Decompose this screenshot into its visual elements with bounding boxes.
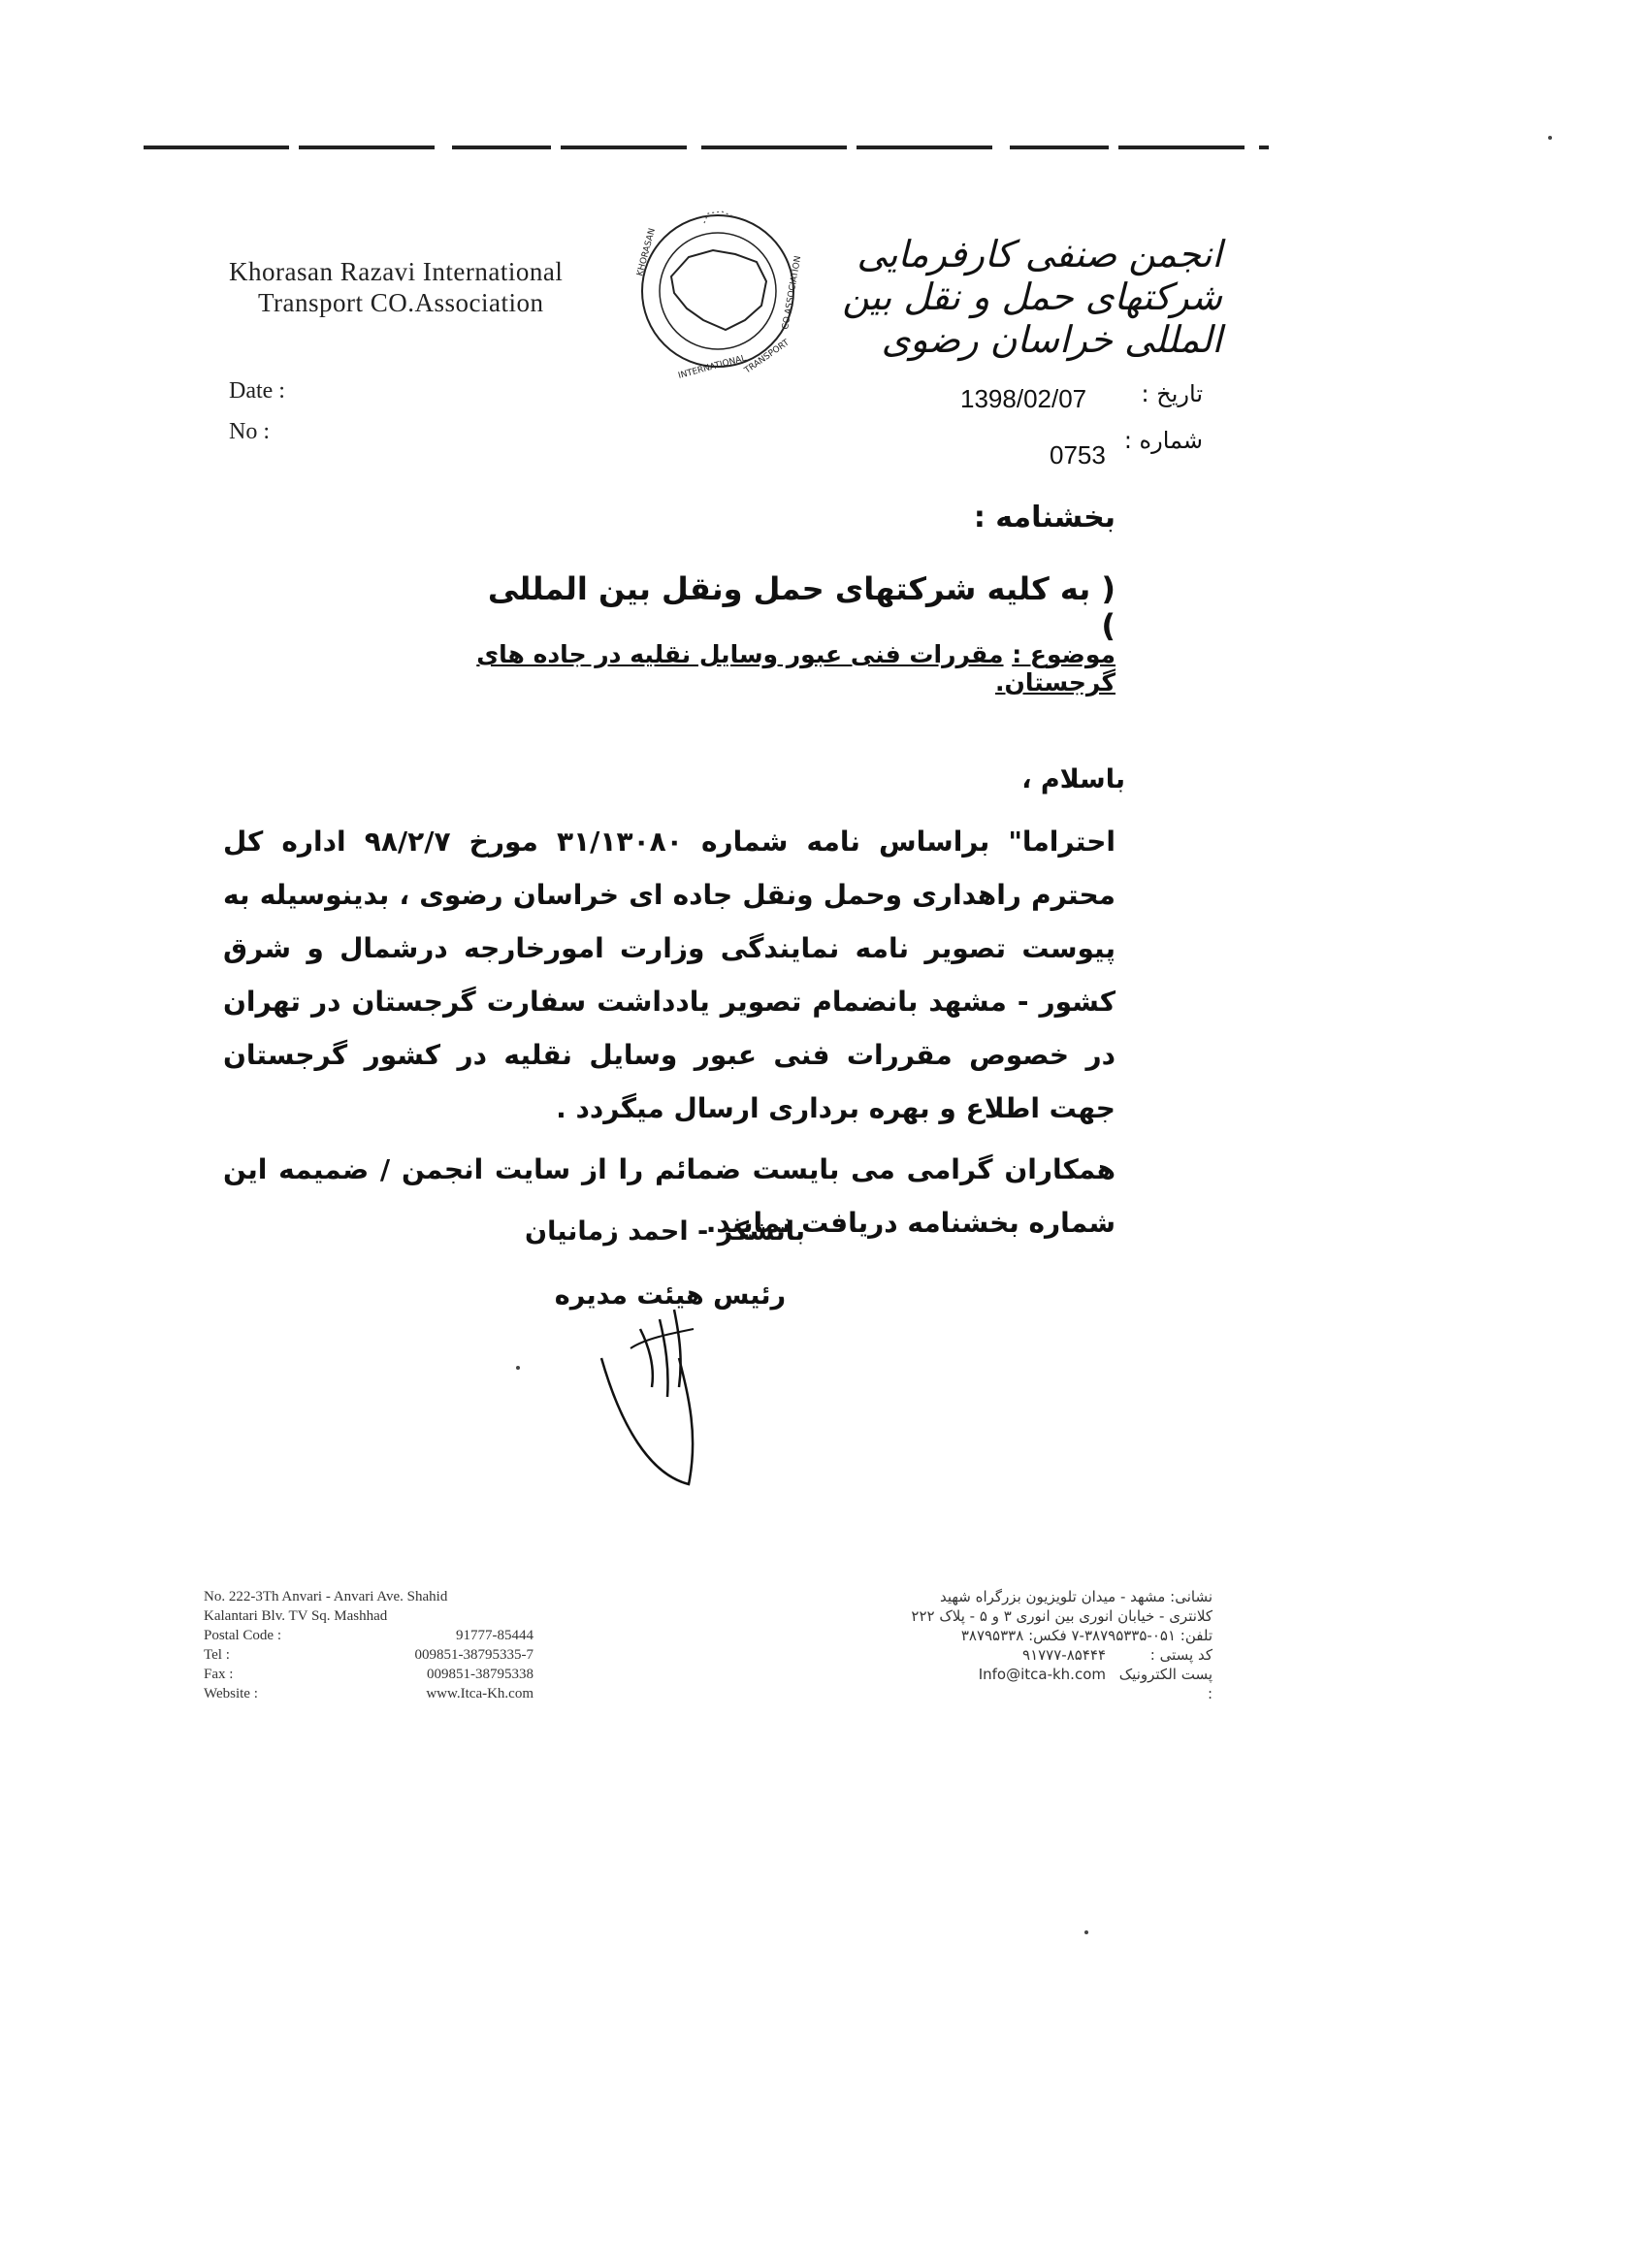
english-letterhead bbox=[229, 256, 563, 318]
no-value: 0753 bbox=[1050, 440, 1106, 470]
date-label-fa: تاریخ : bbox=[1141, 380, 1203, 407]
top-divider bbox=[144, 146, 1269, 149]
body-paragraph-2: همکاران گرامی می بایست ضمائم را از سایت انجمن / ضمیمه این شماره بخشنامه دریافت نمایند. bbox=[223, 1153, 1116, 1239]
footer-fa-tel-value: ۰۵۱-۳۸۷۹۵۳۳۵-۷ bbox=[1071, 1627, 1177, 1644]
footer-en-website-value: www.Itca-Kh.com bbox=[426, 1686, 534, 1701]
letter-body bbox=[223, 815, 1116, 1257]
footer-fa-fax-value: ۳۸۷۹۵۳۳۸ bbox=[960, 1627, 1024, 1644]
footer-fa-tel-label: تلفن: bbox=[1180, 1627, 1212, 1644]
footer-fa-fax-label: فکس: bbox=[1028, 1627, 1067, 1644]
subject-line bbox=[388, 640, 1116, 697]
svg-text:KHORASAN: KHORASAN bbox=[635, 227, 658, 277]
footer-en-tel-row bbox=[204, 1645, 534, 1665]
footer-fa-email-row bbox=[883, 1665, 1212, 1703]
footer-en-postal-label: Postal Code : bbox=[204, 1628, 282, 1643]
no-label-fa: شماره : bbox=[1123, 427, 1203, 454]
footer-en-tel-value: 009851-38795335-7 bbox=[414, 1647, 534, 1663]
footer-en-fax-value: 009851-38795338 bbox=[427, 1667, 534, 1682]
closing-signoff: باتشکر - احمد زمانیان bbox=[525, 1216, 805, 1247]
footer-en-postal-value: 91777-85444 bbox=[456, 1628, 534, 1643]
footer-fa-phone-row bbox=[883, 1626, 1212, 1645]
svg-text:INTERNATIONAL: INTERNATIONAL bbox=[677, 353, 748, 381]
footer-en-address1: No. 222-3Th Anvari - Anvari Ave. Shahid bbox=[204, 1589, 448, 1604]
footer-en-website-row bbox=[204, 1684, 534, 1703]
recipients-line: ( به کلیه شرکتهای حمل ونقل بین المللی ) bbox=[487, 570, 1116, 644]
subject-label: موضوع : bbox=[1012, 640, 1116, 668]
greeting: باسلام ، bbox=[1021, 764, 1125, 794]
english-name-line1: Khorasan Razavi International bbox=[229, 257, 564, 286]
circular-title: بخشنامه : bbox=[973, 501, 1116, 535]
footer-fa-address1: مشهد - میدان تلویزیون بزرگراه شهید bbox=[939, 1588, 1166, 1605]
footer-fa-address-label: نشانی: bbox=[1170, 1588, 1212, 1605]
footer-fa-email-label: پست الکترونیک : bbox=[1118, 1666, 1212, 1702]
footer-en-address2: Kalantari Blv. TV Sq. Mashhad bbox=[204, 1608, 388, 1624]
association-seal-logo bbox=[621, 184, 815, 398]
scan-speck bbox=[516, 1366, 520, 1370]
subject-text: مقررات فنی عبور وسایل نقلیه در جاده های گرجستان. bbox=[476, 640, 1116, 697]
footer-en-fax-row bbox=[204, 1665, 534, 1684]
footer-fa-postal-value: ۹۱۷۷۷-۸۵۴۴۴ bbox=[1022, 1646, 1106, 1664]
footer-fa-address-row bbox=[883, 1587, 1212, 1606]
handwritten-signature bbox=[582, 1290, 757, 1494]
no-label-en: No : bbox=[229, 419, 270, 444]
body-paragraph-1: احتراما" براساس نامه شماره ۳۱/۱۳۰۸۰ مورخ ۹۸/۲/۷ اداره کل محترم راهداری وحمل ونقل جاده ای خراسان رضوی ، بدینوسیله به پیوست تصویر نامه نمایندگی وزارت امورخارجه درشمال و شرق کشور - مشهد بانضمام تصویر یادداشت سفارت گرجستان در تهران در خصوص مقررات فنی عبور وسایل نقلیه در کشور گرجستان جهت اطلاع و بهره برداری ارسال میگردد . bbox=[223, 826, 1116, 1124]
date-label-en: Date : bbox=[229, 378, 285, 404]
footer-en-postal-row bbox=[204, 1626, 534, 1645]
svg-text:CO.ASSOCIATION: CO.ASSOCIATION bbox=[781, 255, 804, 331]
footer-fa-address2: کلانتری - خیابان انوری بین انوری ۳ و ۵ - پلاک ۲۲۲ bbox=[911, 1607, 1212, 1625]
signatory-position: رئیس هیئت مدیره bbox=[554, 1280, 786, 1311]
scan-speck bbox=[1084, 1930, 1088, 1934]
footer-en-tel-label: Tel : bbox=[204, 1647, 230, 1663]
footer-en-website-label: Website : bbox=[204, 1686, 258, 1701]
footer-fa-postal-row bbox=[883, 1645, 1212, 1665]
svg-text:TRANSPORT: TRANSPORT bbox=[742, 338, 792, 376]
footer-persian-contact bbox=[883, 1587, 1212, 1703]
persian-letterhead: انجمن صنفی کارفرمایی شرکتهای حمل و نقل بین المللی خراسان رضوی bbox=[842, 233, 1222, 361]
english-name-line2: Transport CO.Association bbox=[258, 288, 544, 317]
footer-fa-email-value: Info@itca-kh.com bbox=[978, 1666, 1106, 1683]
footer-fa-postal-label: کد پستی : bbox=[1149, 1646, 1212, 1664]
footer-en-fax-label: Fax : bbox=[204, 1667, 234, 1682]
date-value: 1398/02/07 bbox=[960, 384, 1087, 413]
footer-english-contact bbox=[204, 1587, 534, 1703]
scan-speck bbox=[1548, 136, 1552, 140]
